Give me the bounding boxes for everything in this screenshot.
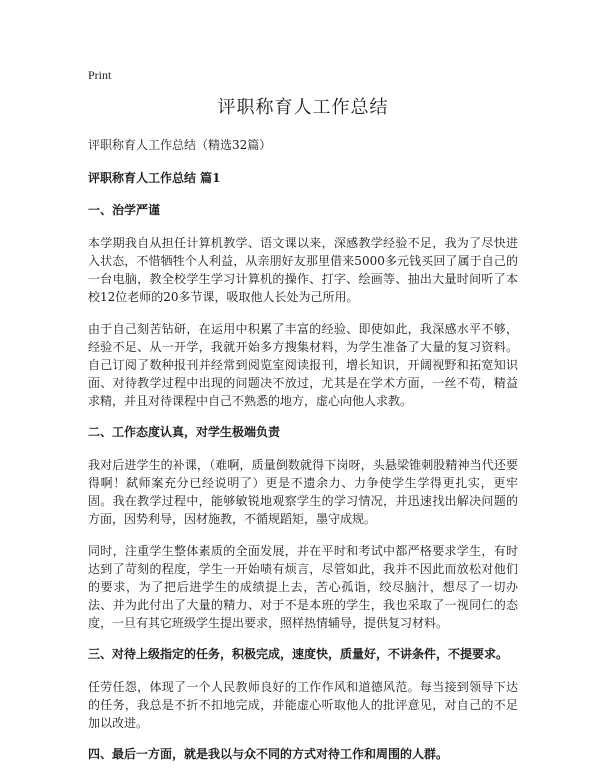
heading-4: 四、最后一方面，就是我以与众不同的方式对待工作和周围的人群。	[88, 747, 449, 761]
heading-3: 三、对待上级指定的任务，积极完成，速度快，质量好，不讲条件，不提要求。	[88, 647, 509, 661]
paragraph-3: 我对后进学生的补课，（难啊，质量倒数就得下岗呀，头悬梁锥刺股精神当代还要得啊！弑师案充分已经说明了）更是不遗余力、力争使学生学得更扎实，更牢固。我在教学过程中，能够敏锐地观察学生的学习情况，并迅速找出解决问题的方面，因势利导，因材施教，不循规蹈矩，墨守成规。	[88, 458, 518, 526]
paragraph-2: 由于自己刻苦钻研，在运用中积累了丰富的经验、即使如此，我深感水平不够，经验不足、从一开学，我就开始多方搜集材料，为学生准备了大量的复习资料。自己订阅了数种报刊并经常到阅览室阅读报刊，增长知识，开阔视野和拓宽知识面、对待教学过程中出现的问题决不放过，尤其是在学术方面，一丝不苟，精益求精，并且对待课程中自己不熟悉的地方，虚心向他人求教。	[88, 322, 518, 408]
heading-2: 二、工作态度认真，对学生极端负责	[88, 425, 281, 439]
document-subtitle: 评职称育人工作总结（精选32篇）	[88, 138, 272, 152]
paragraph-4: 同时，注重学生整体素质的全面发展，并在平时和考试中都严格要求学生，有时达到了苛刻的程度，学生一开始啧有烦言，尽管如此，我并不因此而放松对他们的要求，为了把后进学生的成绩提上去，苦心孤诣，绞尽脑汁，想尽了一切办法、并为此付出了大量的精力、对于不是本班的学生，我也采取了一视同仁的态度，一旦有其它班级学生提出要求，照样热情辅导，提供复习材料。	[88, 544, 518, 630]
section-title: 评职称育人工作总结 篇1	[88, 171, 221, 185]
paragraph-1: 本学期我自从担任计算机教学、语文课以来，深感教学经验不足，我为了尽快进入状态，不惜牺牲个人利益，从亲朋好友那里借来5000多元钱买回了属于自己的一台电脑，教全校学生学习计算机的操作、打字、绘画等、抽出大量时间听了本校12位老师的20多节课，吸取他人长处为己所用。	[88, 236, 518, 304]
print-link[interactable]: Print	[88, 68, 112, 82]
document-content	[88, 96, 518, 778]
paragraph-5: 任劳任怨，体现了一个人民教师良好的工作作风和道德风范。每当接到领导下达的任务，我总是不折不扣地完成，并能虚心听取他人的批评意见，对自己的不足加以改进。	[88, 680, 518, 730]
document-title: 评职称育人工作总结	[217, 97, 389, 118]
heading-1: 一、治学严谨	[88, 203, 161, 217]
